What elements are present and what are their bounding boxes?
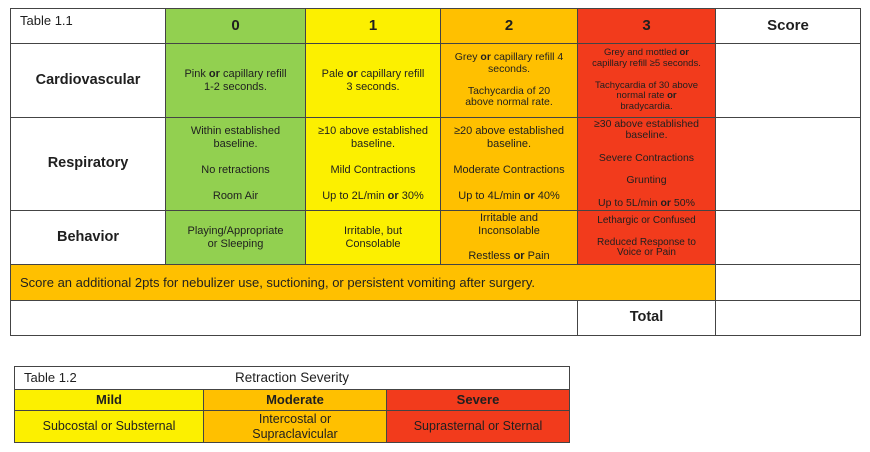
col-header-1: 1: [306, 9, 441, 44]
score-cell-respiratory: [716, 118, 861, 211]
row-label-behavior: Behavior: [11, 211, 166, 265]
table2-heading: Retraction Severity: [234, 370, 350, 386]
severity-desc-moderate: Intercostal or Supraclavicular: [204, 411, 387, 443]
total-label: Total: [578, 301, 716, 336]
additional-points-note: Score an additional 2pts for nebulizer use, suctioning, or persistent vomiting after surgery.: [11, 265, 716, 301]
severity-label-mild: Mild: [15, 390, 204, 411]
total-score-cell: [716, 301, 861, 336]
score-cell-cardiovascular: [716, 44, 861, 118]
score-cell-note: [716, 265, 861, 301]
cell-behavior-3: Lethargic or Confused Reduced Response to Voice or Pain: [578, 211, 716, 265]
col-header-0: 0: [166, 9, 306, 44]
cell-behavior-0: Playing/Appropriate or Sleeping: [166, 211, 306, 265]
cell-behavior-1: Irritable, but Consolable: [306, 211, 441, 265]
severity-label-moderate: Moderate: [204, 390, 387, 411]
cell-cardiovascular-0: Pink or capillary refill 1-2 seconds.: [166, 44, 306, 118]
cell-respiratory-2: ≥20 above established baseline. Moderate Contractions Up to 4L/min or 40%: [441, 118, 578, 211]
table2-title: Table 1.2: [24, 370, 77, 386]
row-label-cardiovascular: Cardiovascular: [11, 44, 166, 118]
cell-cardiovascular-3: Grey and mottled or capillary refill ≥5 seconds. Tachycardia of 30 above normal rate or bradycardia.: [578, 44, 716, 118]
retraction-severity-table: [14, 366, 570, 443]
score-cell-behavior: [716, 211, 861, 265]
cell-respiratory-0: Within established baseline. No retractions Room Air: [166, 118, 306, 211]
cell-cardiovascular-1: Pale or capillary refill 3 seconds.: [306, 44, 441, 118]
cell-behavior-2: Irritable and Inconsolable Restless or Pain: [441, 211, 578, 265]
cell-cardiovascular-2: Grey or capillary refill 4 seconds. Tachycardia of 20 above normal rate.: [441, 44, 578, 118]
table1-title: Table 1.1: [11, 9, 166, 44]
cell-respiratory-1: ≥10 above established baseline. Mild Contractions Up to 2L/min or 30%: [306, 118, 441, 211]
table2-header-row: [15, 367, 570, 390]
col-header-2: 2: [441, 9, 578, 44]
cell-respiratory-3: ≥30 above established baseline. Severe Contractions Grunting Up to 5L/min or 50%: [578, 118, 716, 211]
row-label-respiratory: Respiratory: [11, 118, 166, 211]
severity-desc-severe: Suprasternal or Sternal: [387, 411, 570, 443]
col-header-3: 3: [578, 9, 716, 44]
severity-label-severe: Severe: [387, 390, 570, 411]
total-row-spacer: [11, 301, 578, 336]
severity-desc-mild: Subcostal or Substernal: [15, 411, 204, 443]
pews-score-table: [10, 8, 861, 336]
score-column-header: Score: [716, 9, 861, 44]
